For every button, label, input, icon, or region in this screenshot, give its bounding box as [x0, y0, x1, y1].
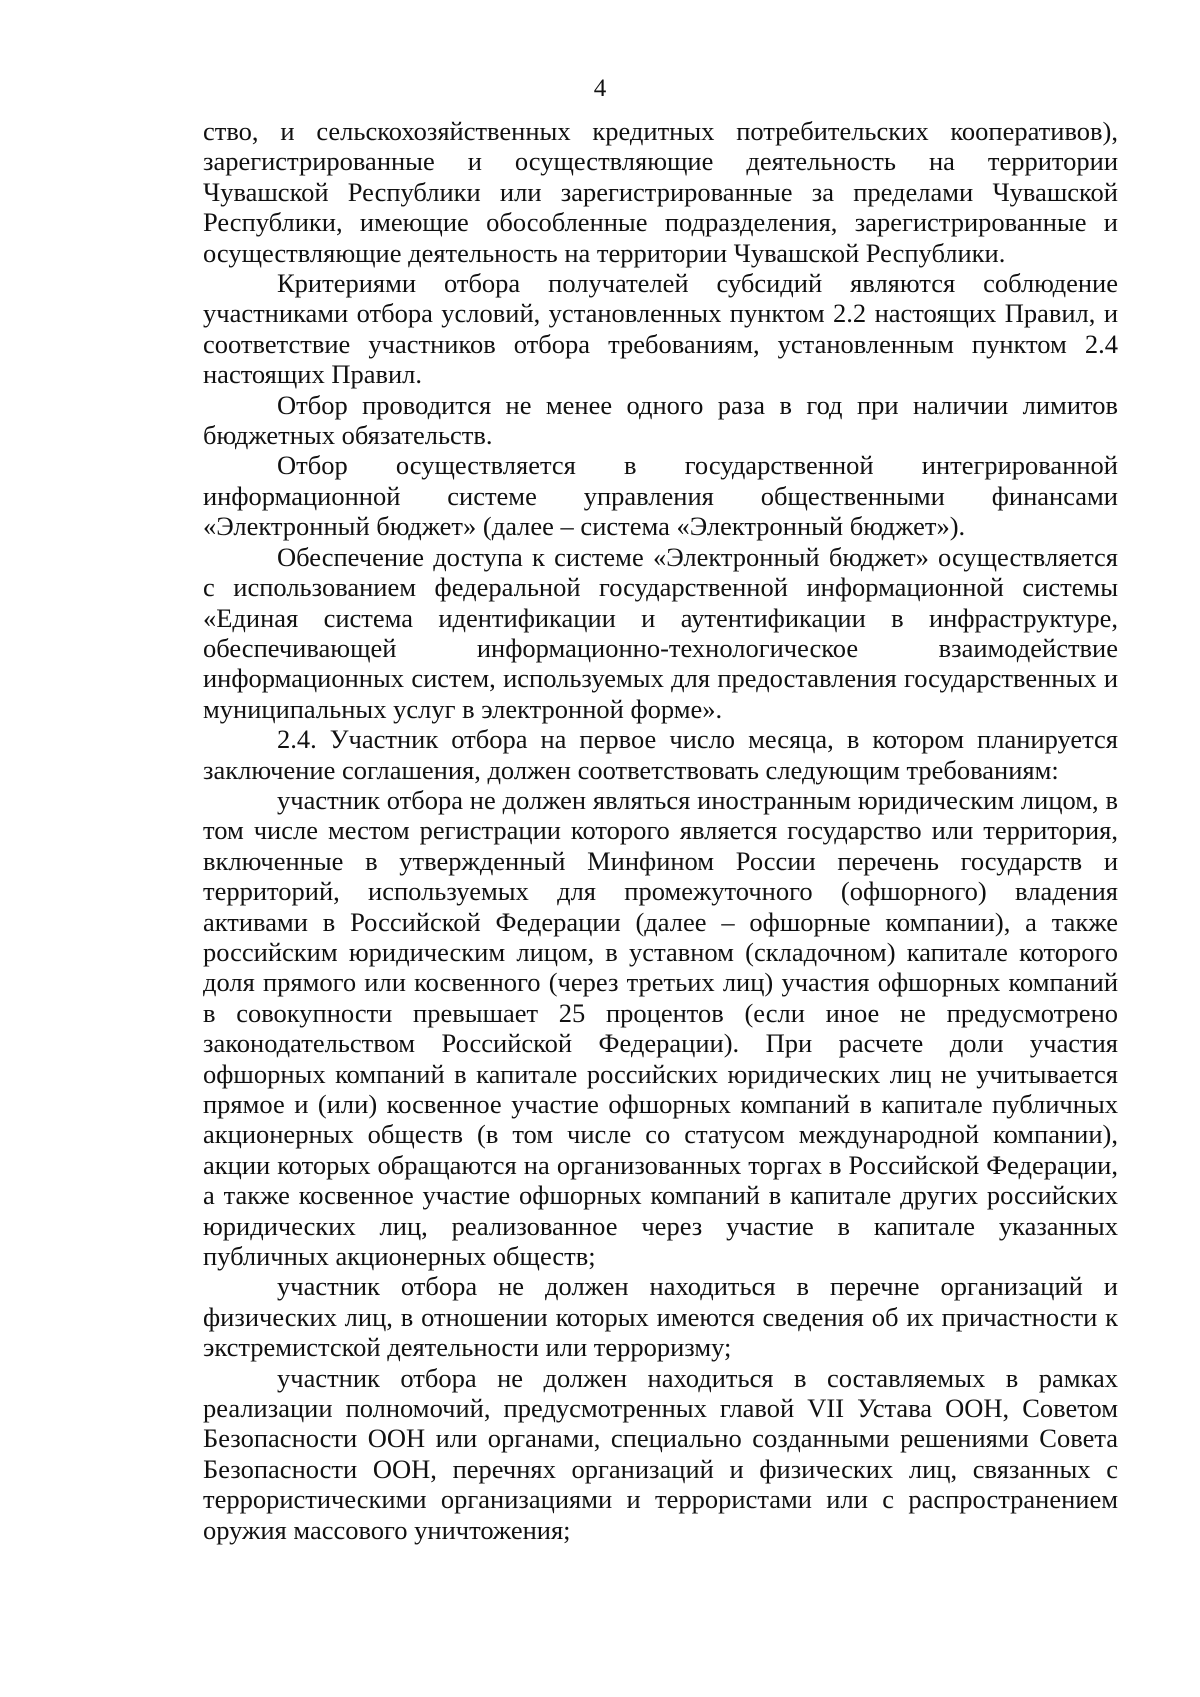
paragraph: Обеспечение доступа к системе «Электронный бюджет» осуществляется с использованием федеральной государственной информационной системы «Единая система идентификации и аутентификации в инфраструктуре, обеспечивающей информационно-технологическое взаимодействие информационных систем, используемых для предоставления государственных и муниципальных услуг в электронной форме». [203, 541, 1118, 724]
paragraph: Отбор осуществляется в государственной интегрированной информационной системе управления общественными финансами «Электронный бюджет» (далее – система «Электронный бюджет»). [203, 450, 1118, 542]
paragraph: Отбор проводится не менее одного раза в год при наличии лимитов бюджетных обязательств. [203, 389, 1118, 451]
paragraph: участник отбора не должен являться иностранным юридическим лицом, в том числе местом регистрации которого является государство или территория, включенные в утвержденный Минфином России перечень государств и территорий, используемых для промежуточного (офшорного) владения активами в Российской Федерации (далее – офшорные компании), а также российским юридическим лицом, в уставном (складочном) капитале которого доля прямого или косвенного (через третьих лиц) участия офшорных компаний в совокупности превышает 25 процентов (если иное не предусмотрено законодательством Российской Федерации). При расчете доли участия офшорных компаний в капитале российских юридических лиц не учитывается прямое и (или) косвенное участие офшорных компаний в капитале публичных акционерных обществ (в том числе со статусом международной компании), акции которых обращаются на организованных торгах в Российской Федерации, а также косвенное участие офшорных компаний в капитале других российских юридических лиц, реализованное через участие в капитале указанных публичных акционерных обществ; [203, 784, 1118, 1272]
paragraph: Критериями отбора получателей субсидий являются соблюдение участниками отбора условий, установленных пунктом 2.2 настоящих Правил, и соответствие участников отбора требованиям, установленным пунктом 2.4 настоящих Правил. [203, 268, 1118, 390]
document-body [203, 116, 1118, 1545]
paragraph: 2.4. Участник отбора на первое число месяца, в котором планируется заключение соглашения, должен соответствовать следующим требованиям: [203, 724, 1118, 785]
paragraph: участник отбора не должен находиться в перечне организаций и физических лиц, в отношении которых имеются сведения об их причастности к экстремистской деятельности или терроризму; [203, 1271, 1118, 1363]
paragraph: участник отбора не должен находиться в составляемых в рамках реализации полномочий, предусмотренных главой VII Устава ООН, Советом Безопасности ООН или органами, специально созданными решениями Совета Безопасности ООН, перечнях организаций и физических лиц, связанных с террористическими организациями и террористами или с распространением оружия массового уничтожения; [203, 1362, 1118, 1545]
page-number: 4 [593, 75, 607, 102]
paragraph: ство, и сельскохозяйственных кредитных потребительских кооперативов), зарегистрированные и осуществляющие деятельность на территории Чувашской Республики или зарегистрированные за пределами Чувашской Республики, имеющие обособленные подразделения, зарегистрированные и осуществляющие деятельность на территории Чувашской Республики. [203, 116, 1118, 268]
